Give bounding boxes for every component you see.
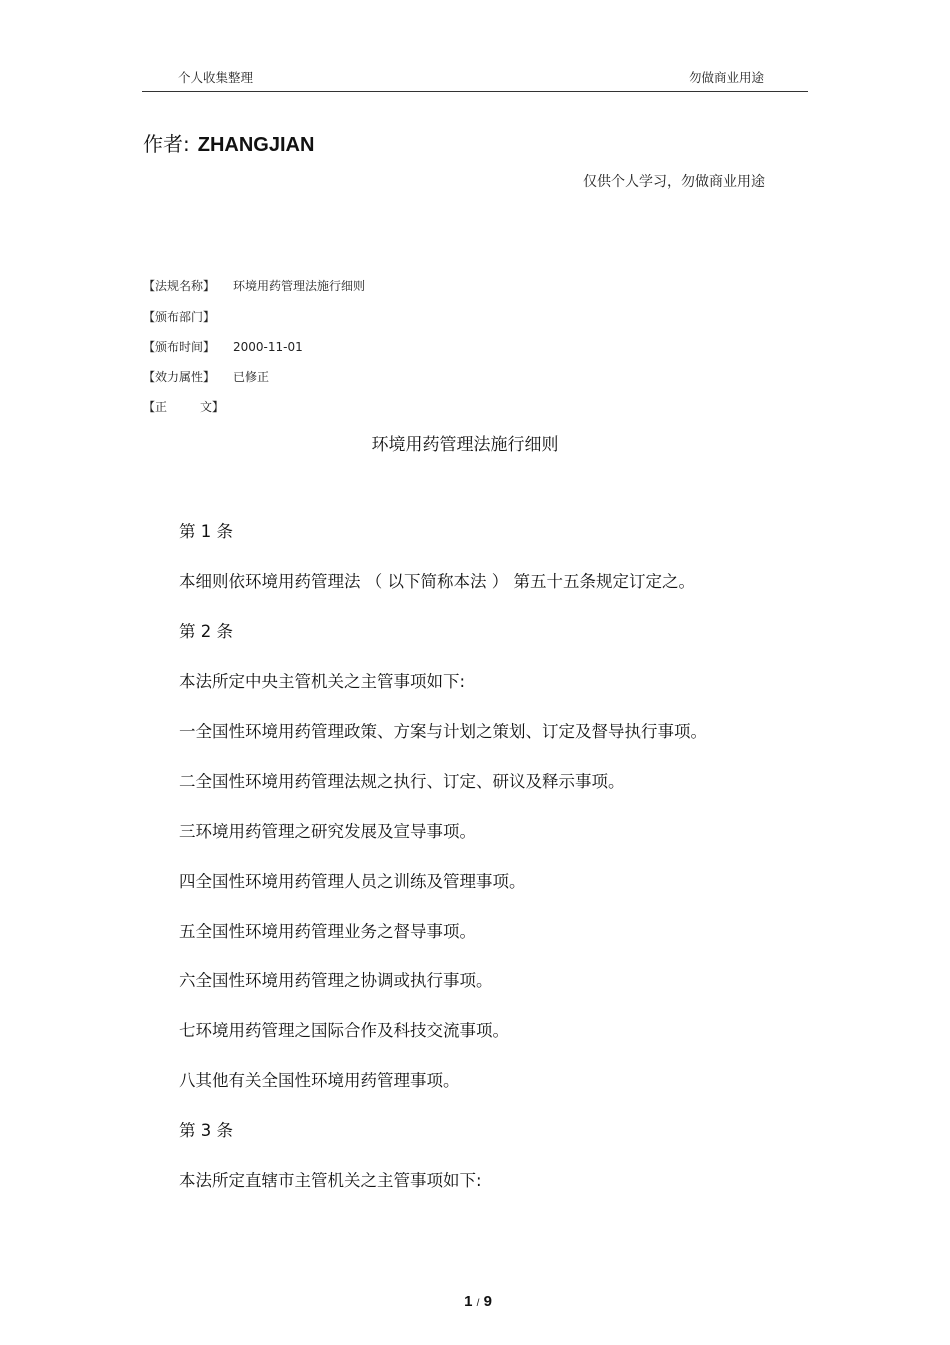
list-item: 七环境用药管理之国际合作及科技交流事项。 <box>179 1021 509 1040</box>
header-left-text: 个人收集整理 <box>178 70 254 85</box>
document-title: 环境用药管理法施行细则 <box>371 435 559 455</box>
article-heading: 第 2 条 <box>179 622 233 641</box>
list-item: 三环境用药管理之研究发展及宣导事项。 <box>179 822 476 841</box>
meta-row-status <box>143 368 269 385</box>
meta-value: 2000-11-01 <box>233 340 303 354</box>
page-current: 1 <box>464 1293 473 1310</box>
paragraph: 本法所定直辖市主管机关之主管事项如下: <box>179 1171 482 1190</box>
meta-row-department <box>143 308 233 325</box>
page-total: 9 <box>483 1293 492 1310</box>
paragraph: 本法所定中央主管机关之主管事项如下: <box>179 672 466 691</box>
list-item: 六全国性环境用药管理之协调或执行事项。 <box>179 971 493 990</box>
list-item: 一全国性环境用药管理政策、方案与计划之策划、订定及督导执行事项。 <box>179 722 707 741</box>
meta-row-name <box>143 277 365 294</box>
page-separator: / <box>476 1298 480 1309</box>
meta-row-text <box>143 398 224 415</box>
meta-key: 【法规名称】 <box>143 279 216 293</box>
paragraph: 本细则依环境用药管理法 （ 以下简称本法 ） 第五十五条规定订定之。 <box>179 572 695 591</box>
meta-key-close: 文】 <box>200 400 225 414</box>
page-number <box>0 1293 950 1310</box>
meta-key: 【效力属性】 <box>143 370 216 384</box>
header-divider <box>142 91 808 92</box>
author-line <box>143 128 314 157</box>
meta-key: 【颁布时间】 <box>143 340 216 354</box>
usage-note: 仅供个人学习，勿做商业用途 <box>583 174 765 190</box>
header-right-text: 勿做商业用途 <box>688 70 764 85</box>
meta-value: 环境用药管理法施行细则 <box>233 279 366 293</box>
meta-key: 【颁布部门】 <box>143 310 216 324</box>
author-label: 作者: <box>143 132 190 156</box>
article-heading: 第 3 条 <box>179 1121 233 1140</box>
list-item: 八其他有关全国性环境用药管理事项。 <box>179 1071 460 1090</box>
list-item: 四全国性环境用药管理人员之训练及管理事项。 <box>179 872 526 891</box>
list-item: 五全国性环境用药管理业务之督导事项。 <box>179 922 476 941</box>
meta-row-date <box>143 338 303 355</box>
list-item: 二全国性环境用药管理法规之执行、订定、研议及释示事项。 <box>179 772 625 791</box>
meta-key-open: 【正 <box>143 400 168 414</box>
author-name: ZHANGJIAN <box>197 134 315 156</box>
meta-value: 已修正 <box>233 370 270 384</box>
article-heading: 第 1 条 <box>179 522 233 541</box>
